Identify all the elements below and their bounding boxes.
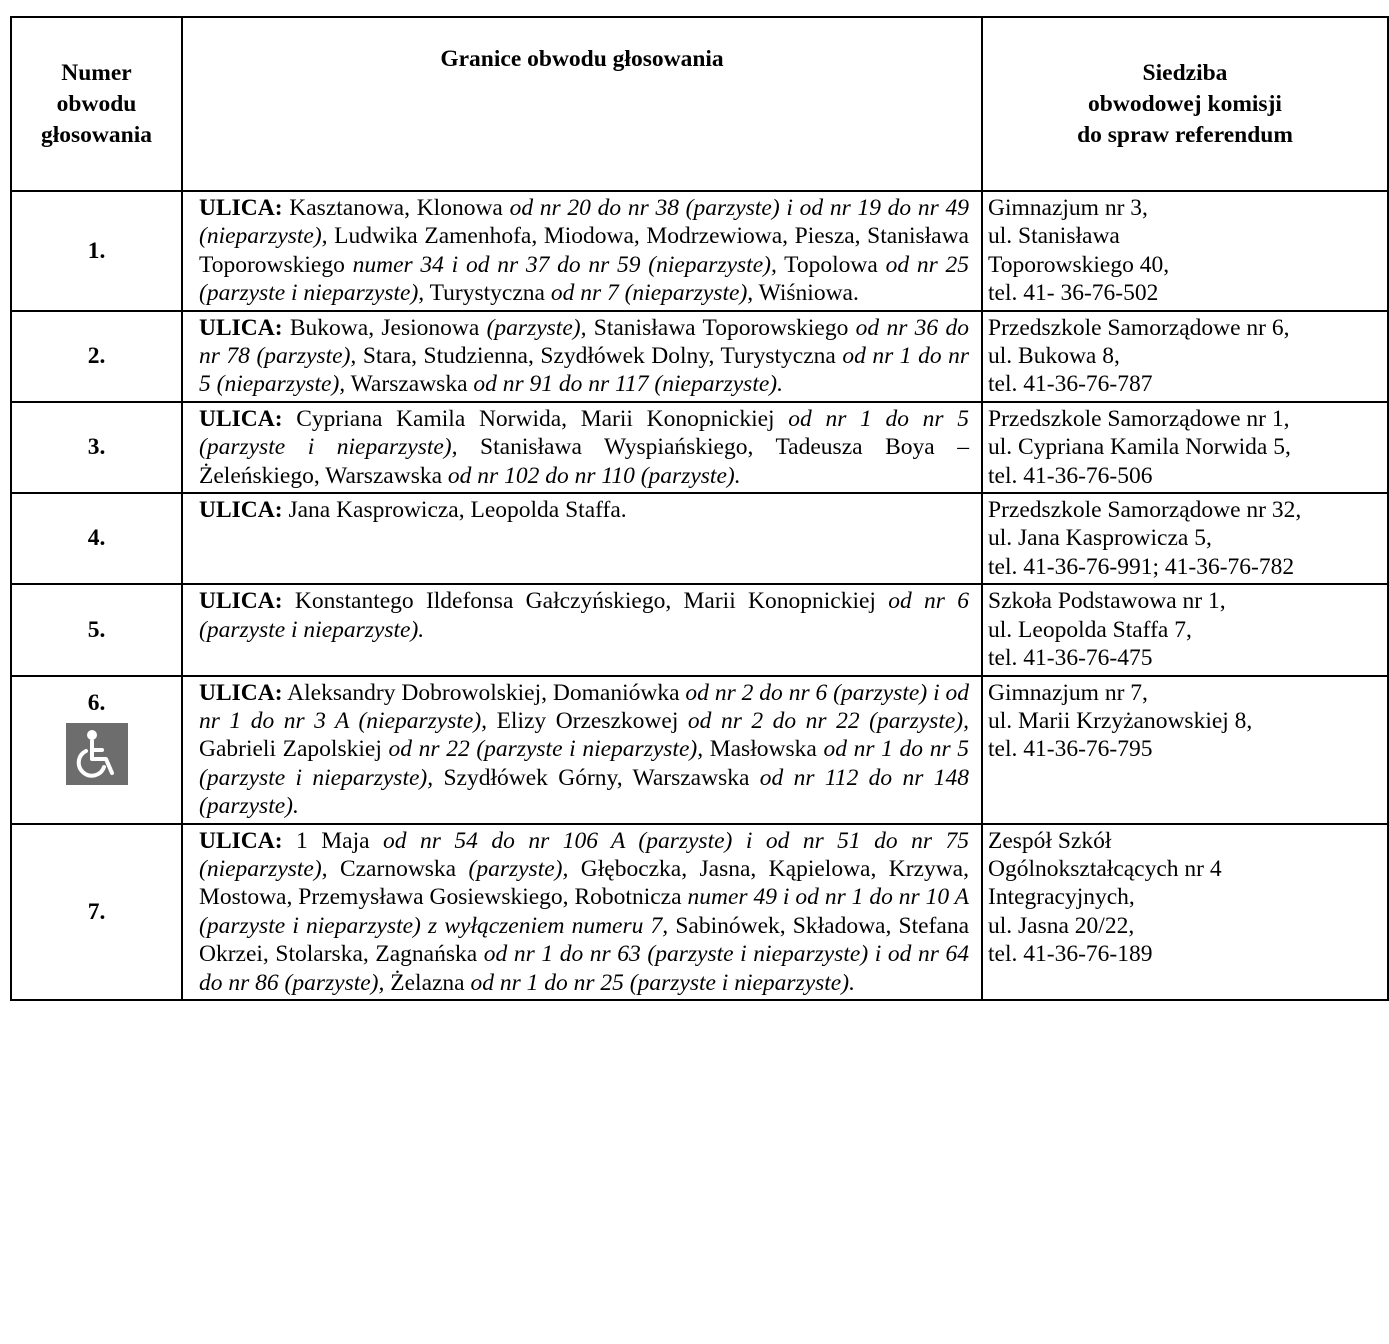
district-number-cell xyxy=(11,191,182,311)
street-label: ULICA: xyxy=(199,497,283,524)
house-number-range: od nr 1 do nr 63 (parzyste i nieparzyste) i od nr 64 do nr 86 (parzyste), xyxy=(199,941,969,996)
table-row xyxy=(11,676,1388,824)
address-line: Przedszkole Samorządowe nr 32, xyxy=(988,497,1302,524)
table-row xyxy=(11,402,1388,493)
house-number-range: od nr 102 do nr 110 (parzyste). xyxy=(447,462,741,489)
header-commission-seat xyxy=(982,17,1388,191)
address-line: Gimnazjum nr 3, xyxy=(988,195,1148,221)
street-names: Szydłówek Górny, Warszawska xyxy=(433,764,760,791)
district-number: 5. xyxy=(87,616,106,643)
address-line: Integracyjnych, xyxy=(988,884,1135,911)
district-number-cell xyxy=(11,402,182,493)
commission-seat-cell xyxy=(982,584,1388,675)
address-line: tel. 41-36-76-795 xyxy=(988,736,1153,763)
address-line: Szkoła Podstawowa nr 1, xyxy=(988,588,1226,615)
header-line: Siedziba xyxy=(1142,59,1228,86)
district-number: 7. xyxy=(87,898,106,925)
commission-seat-cell xyxy=(982,311,1388,402)
address-line: ul. Stanisława xyxy=(988,223,1120,250)
district-number: 2. xyxy=(87,343,106,370)
house-number-range: numer 49 i od nr 1 do nr 10 A (parzyste i nieparzyste) z wyłączeniem numeru 7, xyxy=(199,884,970,939)
address-line: tel. 41-36-76-991; 41-36-76-782 xyxy=(988,553,1295,580)
street-label: ULICA: xyxy=(199,314,283,341)
voting-districts-table xyxy=(10,16,1389,1001)
house-number-range: od nr 91 do nr 117 (nieparzyste). xyxy=(473,371,783,398)
street-names: Bukowa, Jesionowa xyxy=(282,314,487,341)
address-line: Przedszkole Samorządowe nr 6, xyxy=(988,314,1290,341)
header-line: obwodowej komisji xyxy=(1088,90,1282,117)
street-names: Głęboczka, Jasna, Kąpielowa, Krzywa, Mostowa, Przemysława Gosiewskiego, Robotnicza xyxy=(199,855,969,911)
commission-seat-cell xyxy=(982,493,1388,584)
address-line: ul. Cypriana Kamila Norwida 5, xyxy=(988,434,1291,461)
address-line: tel. 41-36-76-189 xyxy=(988,941,1153,968)
house-number-range: od nr 7 (nieparzyste), xyxy=(550,280,754,307)
street-names: Topolowa xyxy=(776,251,886,278)
address-line: tel. 41- 36-76-502 xyxy=(988,280,1159,307)
house-number-range: od nr 112 do nr 148 (parzyste). xyxy=(199,764,970,820)
street-names: Konstantego Ildefonsa Gałczyńskiego, Marii Konopnickiej xyxy=(282,588,889,615)
district-boundaries-cell xyxy=(182,824,982,1000)
header-line: Granice obwodu głosowania xyxy=(440,46,724,72)
street-label: ULICA: xyxy=(199,827,283,854)
district-number-cell xyxy=(11,584,182,675)
street-names: Masłowska xyxy=(703,736,824,763)
street-names: Stanisława Wyspiańskiego, Tadeusza Boya – Żeleńskiego, Warszawska xyxy=(199,434,969,489)
table-row xyxy=(11,584,1388,675)
district-boundaries-cell xyxy=(182,402,982,493)
district-number: 3. xyxy=(87,434,106,461)
house-number-range: od nr 20 do nr 38 (parzyste) i od nr 19 do nr 49 (nieparzyste), xyxy=(199,195,969,250)
district-boundaries-cell xyxy=(182,493,982,584)
district-number-cell xyxy=(11,824,182,1000)
address-line: tel. 41-36-76-787 xyxy=(988,371,1153,398)
street-names: Turystyczna xyxy=(424,280,551,307)
address-line: Zespół Szkół xyxy=(988,827,1112,854)
district-number-cell xyxy=(11,676,182,824)
street-names: Jana Kasprowicza, Leopolda Staffa. xyxy=(282,497,627,524)
commission-seat-cell xyxy=(982,402,1388,493)
street-names: Wiśniowa. xyxy=(753,280,859,307)
house-number-range: od nr 2 do nr 6 (parzyste) i od nr 1 do nr 3 A (nieparzyste), xyxy=(199,679,970,734)
district-number-cell xyxy=(11,311,182,402)
street-names: 1 Maja xyxy=(282,827,384,854)
district-number: 6. xyxy=(87,689,106,716)
house-number-range: od nr 2 do nr 22 (parzyste), xyxy=(687,707,969,734)
house-number-range: od nr 1 do nr 25 (parzyste i nieparzyste). xyxy=(470,969,855,996)
house-number-range: od nr 25 (parzyste i nieparzyste), xyxy=(199,251,969,307)
house-number-range: od nr 36 do nr 78 (parzyste), xyxy=(199,314,969,370)
table-row xyxy=(11,824,1388,1000)
street-names: Stara, Studzienna, Szydłówek Dolny, Turystyczna xyxy=(356,343,843,370)
address-line: Przedszkole Samorządowe nr 1, xyxy=(988,405,1290,432)
table-row xyxy=(11,311,1388,402)
street-names: Cypriana Kamila Norwida, Marii Konopnickiej xyxy=(282,405,789,432)
district-boundaries-cell xyxy=(182,584,982,675)
address-line: ul. Marii Krzyżanowskiej 8, xyxy=(988,707,1253,734)
address-line: Ogólnokształcących nr 4 xyxy=(988,855,1222,882)
header-line: do spraw referendum xyxy=(1077,121,1293,148)
house-number-range: od nr 54 do nr 106 A (parzyste) i od nr 51 do nr 75 (nieparzyste), xyxy=(199,827,970,882)
address-line: ul. Bukowa 8, xyxy=(988,343,1120,370)
address-line: tel. 41-36-76-506 xyxy=(988,462,1153,489)
house-number-range: od nr 6 (parzyste i nieparzyste). xyxy=(199,588,969,643)
street-label: ULICA: xyxy=(199,588,283,615)
district-boundaries-cell xyxy=(182,676,982,824)
street-names: Aleksandry Dobrowolskiej, Domaniówka xyxy=(282,679,686,706)
street-names: Kasztanowa, Klonowa xyxy=(282,195,510,221)
header-district-boundaries xyxy=(182,17,982,191)
table-row xyxy=(11,191,1388,311)
house-number-range: od nr 1 do nr 5 (parzyste i nieparzyste), xyxy=(199,405,969,461)
wheelchair-accessible-icon xyxy=(66,723,128,785)
district-number-cell xyxy=(11,493,182,584)
house-number-range: od nr 1 do nr 5 (parzyste i nieparzyste), xyxy=(199,736,969,791)
street-label: ULICA: xyxy=(199,679,283,706)
address-line: ul. Leopolda Staffa 7, xyxy=(988,616,1192,643)
header-line: Numer xyxy=(61,59,132,86)
street-names: Gabrieli Zapolskiej xyxy=(199,736,389,763)
house-number-range: (parzyste), xyxy=(468,855,569,882)
commission-seat-cell xyxy=(982,824,1388,1000)
street-label: ULICA: xyxy=(199,405,283,432)
street-names: Stanisława Toporowskiego xyxy=(586,314,856,341)
street-names: Ludwika Zamenhofa, Miodowa, Modrzewiowa, Piesza, Stanisława Toporowskiego xyxy=(199,223,969,278)
address-line: ul. Jasna 20/22, xyxy=(988,912,1135,939)
street-names: Elizy Orzeszkowej xyxy=(487,707,688,734)
street-label: ULICA: xyxy=(199,195,283,221)
header-line: głosowania xyxy=(41,121,152,148)
street-names: Warszawska xyxy=(345,371,474,398)
table-row xyxy=(11,493,1388,584)
address-line: ul. Jana Kasprowicza 5, xyxy=(988,525,1212,552)
street-names: Żelazna xyxy=(384,969,471,996)
street-names: Czarnowska xyxy=(327,855,469,882)
house-number-range: numer 34 i od nr 37 do nr 59 (nieparzyste), xyxy=(352,251,777,278)
commission-seat-cell xyxy=(982,191,1388,311)
header-row xyxy=(11,17,1388,191)
district-boundaries-cell xyxy=(182,311,982,402)
address-line: tel. 41-36-76-475 xyxy=(988,645,1153,672)
house-number-range: od nr 1 do nr 5 (nieparzyste), xyxy=(199,343,970,398)
header-district-number xyxy=(11,17,182,191)
house-number-range: od nr 22 (parzyste i nieparzyste), xyxy=(388,736,704,763)
address-line: Toporowskiego 40, xyxy=(988,251,1170,278)
header-line: obwodu xyxy=(56,90,137,117)
district-number: 1. xyxy=(87,237,106,264)
street-names: Sabinówek, Składowa, Stefana Okrzei, Stolarska, Zagnańska xyxy=(199,912,969,968)
address-line: Gimnazjum nr 7, xyxy=(988,679,1148,706)
commission-seat-cell xyxy=(982,676,1388,824)
district-number: 4. xyxy=(87,525,106,552)
house-number-range: (parzyste), xyxy=(486,314,587,341)
district-boundaries-cell xyxy=(182,191,982,311)
